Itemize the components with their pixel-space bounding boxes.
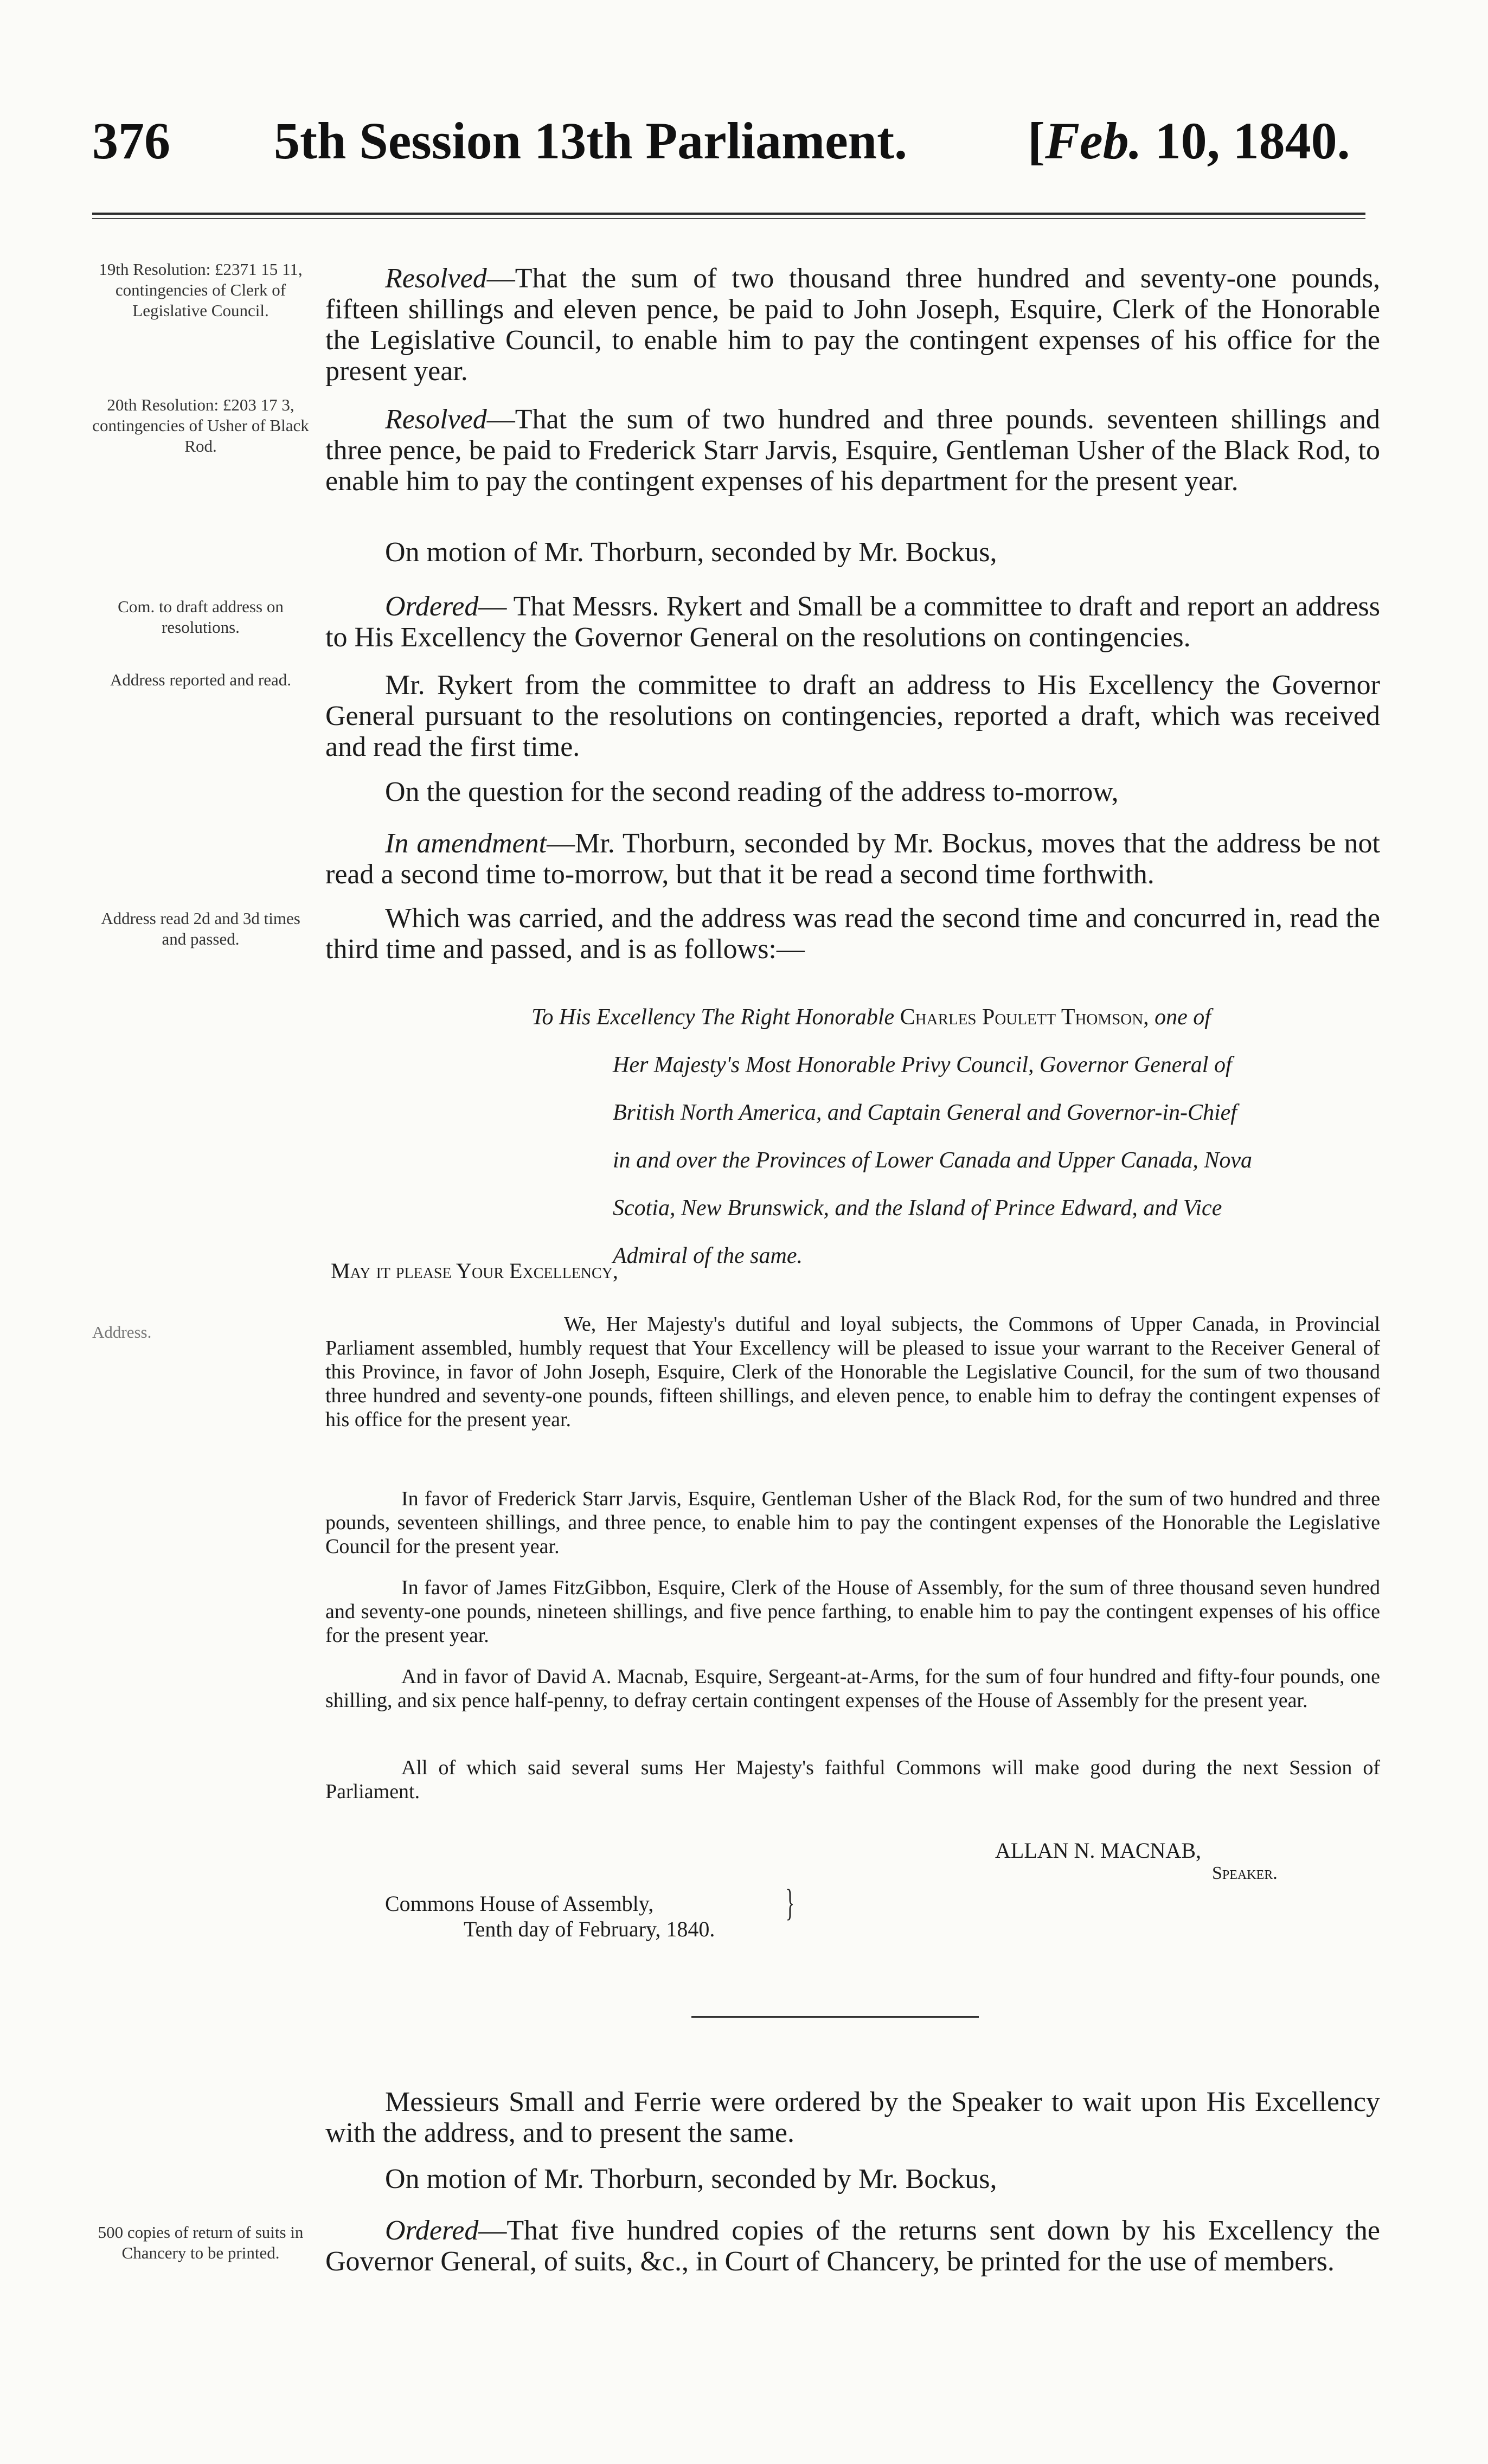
address-salutation: May it please Your Excellency, xyxy=(331,1259,618,1283)
paragraph-text: —Mr. Thorburn, seconded by Mr. Bockus, moves that the address be not read a second time to-morrow, but that it be read a second time forthwith. xyxy=(325,828,1380,890)
paragraph-19th-resolution xyxy=(325,263,1380,387)
amendment-lead: In amendment xyxy=(385,828,547,859)
page-date xyxy=(1028,111,1350,171)
address-paragraph-5: All of which said several sums Her Majesty's faithful Commons will make good during the next Session of Parliament. xyxy=(325,1756,1380,1803)
date-bracket: [ xyxy=(1028,112,1045,170)
paragraph-text: Mr. Rykert from the committee to draft an address to His Excellency the Governor General pursuant to the resolutions on contingencies, reported a draft, which was received and read the first time. xyxy=(325,670,1380,762)
address-heading-line: British North America, and Captain General and Governor-in-Chief xyxy=(613,1100,1237,1125)
paragraph-draft-reported xyxy=(325,670,1380,762)
address-paragraph-2: In favor of Frederick Starr Jarvis, Esquire, Gentleman Usher of the Black Rod, for the sum of two hundred and three pounds, seventeen shillings, and three pence, to enable him to pay the contingent expenses of the Honorable the Legislative Council for the present year. xyxy=(325,1487,1380,1558)
paragraph-committee-ordered xyxy=(325,591,1380,653)
paragraph-text: Which was carried, and the address was read the second time and concurred in, read the third time and passed, and is as follows:— xyxy=(325,903,1380,965)
paragraph-second-reading-question xyxy=(325,777,1380,807)
resolved-lead: Resolved xyxy=(385,404,487,435)
header-rule xyxy=(92,213,1365,215)
ordered-lead: Ordered xyxy=(385,2215,479,2246)
running-title: 5th Session 13th Parliament. xyxy=(274,112,908,170)
paragraph-amendment xyxy=(325,828,1380,890)
header-rule-thin xyxy=(92,218,1365,219)
address-paragraph-3: In favor of James FitzGibbon, Esquire, Clerk of the House of Assembly, for the sum of three thousand seven hundred and seventy-one pounds, nineteen shillings, and five pence farthing, to enable him to pay the contingent expenses of his office for the present year. xyxy=(325,1576,1380,1647)
margin-note-committee: Com. to draft address on resolutions. xyxy=(118,597,284,637)
address-paragraph-1: We, Her Majesty's dutiful and loyal subjects, the Commons of Upper Canada, in Provincial Parliament assembled, humbly request that Your Excellency will be pleased to issue your warrant to the Receiver General of this Province, in favor of John Joseph, Esquire, Clerk of the Honorable the Legislative Council, for the sum of two thousand three hundred and seventy-one pounds, fifteen shillings, and eleven pence, to enable him to defray the contingent expenses of his office for the present year. xyxy=(325,1313,1380,1431)
paragraph-text: — That Messrs. Rykert and Small be a committee to draft and report an address to His Excellency the Governor General on the resolutions on contingencies. xyxy=(325,591,1380,653)
paragraph-text: —That the sum of two thousand three hundred and seventy-one pounds, fifteen shillings and eleven pence, be paid to John Joseph, Esquire, Clerk of the Honorable the Legislative Council, to enable him to pay the contingent expenses of his office for the present year. xyxy=(325,263,1380,387)
date-line: Tenth day of February, 1840. xyxy=(464,1917,715,1941)
brace-mark: } xyxy=(785,1882,795,1924)
paragraph-text: —That the sum of two hundred and three pounds. seventeen shillings and three pence, be paid to Frederick Starr Jarvis, Esquire, Gentleman Usher of the Black Rod, to enable him to pay the contingent expenses of his department for the present year. xyxy=(325,404,1380,497)
paragraph-text: On motion of Mr. Thorburn, seconded by Mr. Bockus, xyxy=(385,537,997,568)
address-heading-line: Her Majesty's Most Honorable Privy Council, Governor General of xyxy=(613,1053,1232,1077)
paragraph-motion-2 xyxy=(325,2164,1380,2194)
margin-note-20th-resolution: 20th Resolution: £203 17 3, contingencies of Usher of Black Rod. xyxy=(92,395,309,455)
paragraph-messengers xyxy=(325,2087,1380,2148)
place-line: Commons House of Assembly, xyxy=(385,1891,654,1916)
governor-name: Charles Poulett Thomson, xyxy=(900,1005,1149,1030)
address-heading-line: in and over the Provinces of Lower Canada and Upper Canada, Nova xyxy=(613,1148,1253,1173)
paragraph-text: —That five hundred copies of the returns sent down by his Excellency the Governor General, of suits, &c., in Court of Chancery, be printed for the use of members. xyxy=(325,2215,1380,2277)
paragraph-20th-resolution xyxy=(325,404,1380,497)
paragraph-text: On motion of Mr. Thorburn, seconded by Mr. Bockus, xyxy=(385,2164,997,2194)
date-day-year: 10, 1840. xyxy=(1141,112,1350,170)
margin-note-chancery: 500 copies of return of suits in Chancery to be printed. xyxy=(98,2223,304,2262)
paragraph-text: On the question for the second reading of the address to-morrow, xyxy=(385,777,1119,807)
margin-note-address: Address. xyxy=(92,1323,152,1342)
address-heading-line: Scotia, New Brunswick, and the Island of Prince Edward, and Vice xyxy=(613,1196,1222,1221)
paragraph-motion xyxy=(325,537,1380,568)
signatory-title: Speaker. xyxy=(1212,1863,1278,1883)
address-paragraph-4: And in favor of David A. Macnab, Esquire, Sergeant-at-Arms, for the sum of four hundred and fifty-four pounds, one shilling, and six pence half-penny, to defray certain contingent expenses of the House of Assembly for the present year. xyxy=(325,1665,1380,1712)
resolved-lead: Resolved xyxy=(385,263,487,294)
paragraph-carried xyxy=(325,903,1380,965)
address-heading xyxy=(531,993,1383,1280)
margin-note-address-reported: Address reported and read. xyxy=(110,670,291,689)
paragraph-chancery-ordered xyxy=(325,2215,1380,2277)
address-heading-line: To His Excellency The Right Honorable Charles Poulett Thomson, one of xyxy=(531,1005,1211,1030)
paragraph-text: Messieurs Small and Ferrie were ordered by the Speaker to wait upon His Excellency with the address, and to present the same. xyxy=(325,2087,1380,2148)
page-number: 376 xyxy=(92,112,170,170)
margin-note-address-passed: Address read 2d and 3d times and passed. xyxy=(101,909,300,948)
ordered-lead: Ordered xyxy=(385,591,479,622)
margin-note-19th-resolution: 19th Resolution: £2371 15 11, contingencies of Clerk of Legislative Council. xyxy=(99,260,303,320)
signatory-name: ALLAN N. MACNAB, xyxy=(995,1838,1201,1863)
date-month: Feb. xyxy=(1044,112,1142,170)
address-heading-line: Admiral of the same. xyxy=(613,1243,803,1268)
section-rule xyxy=(691,2016,979,2018)
